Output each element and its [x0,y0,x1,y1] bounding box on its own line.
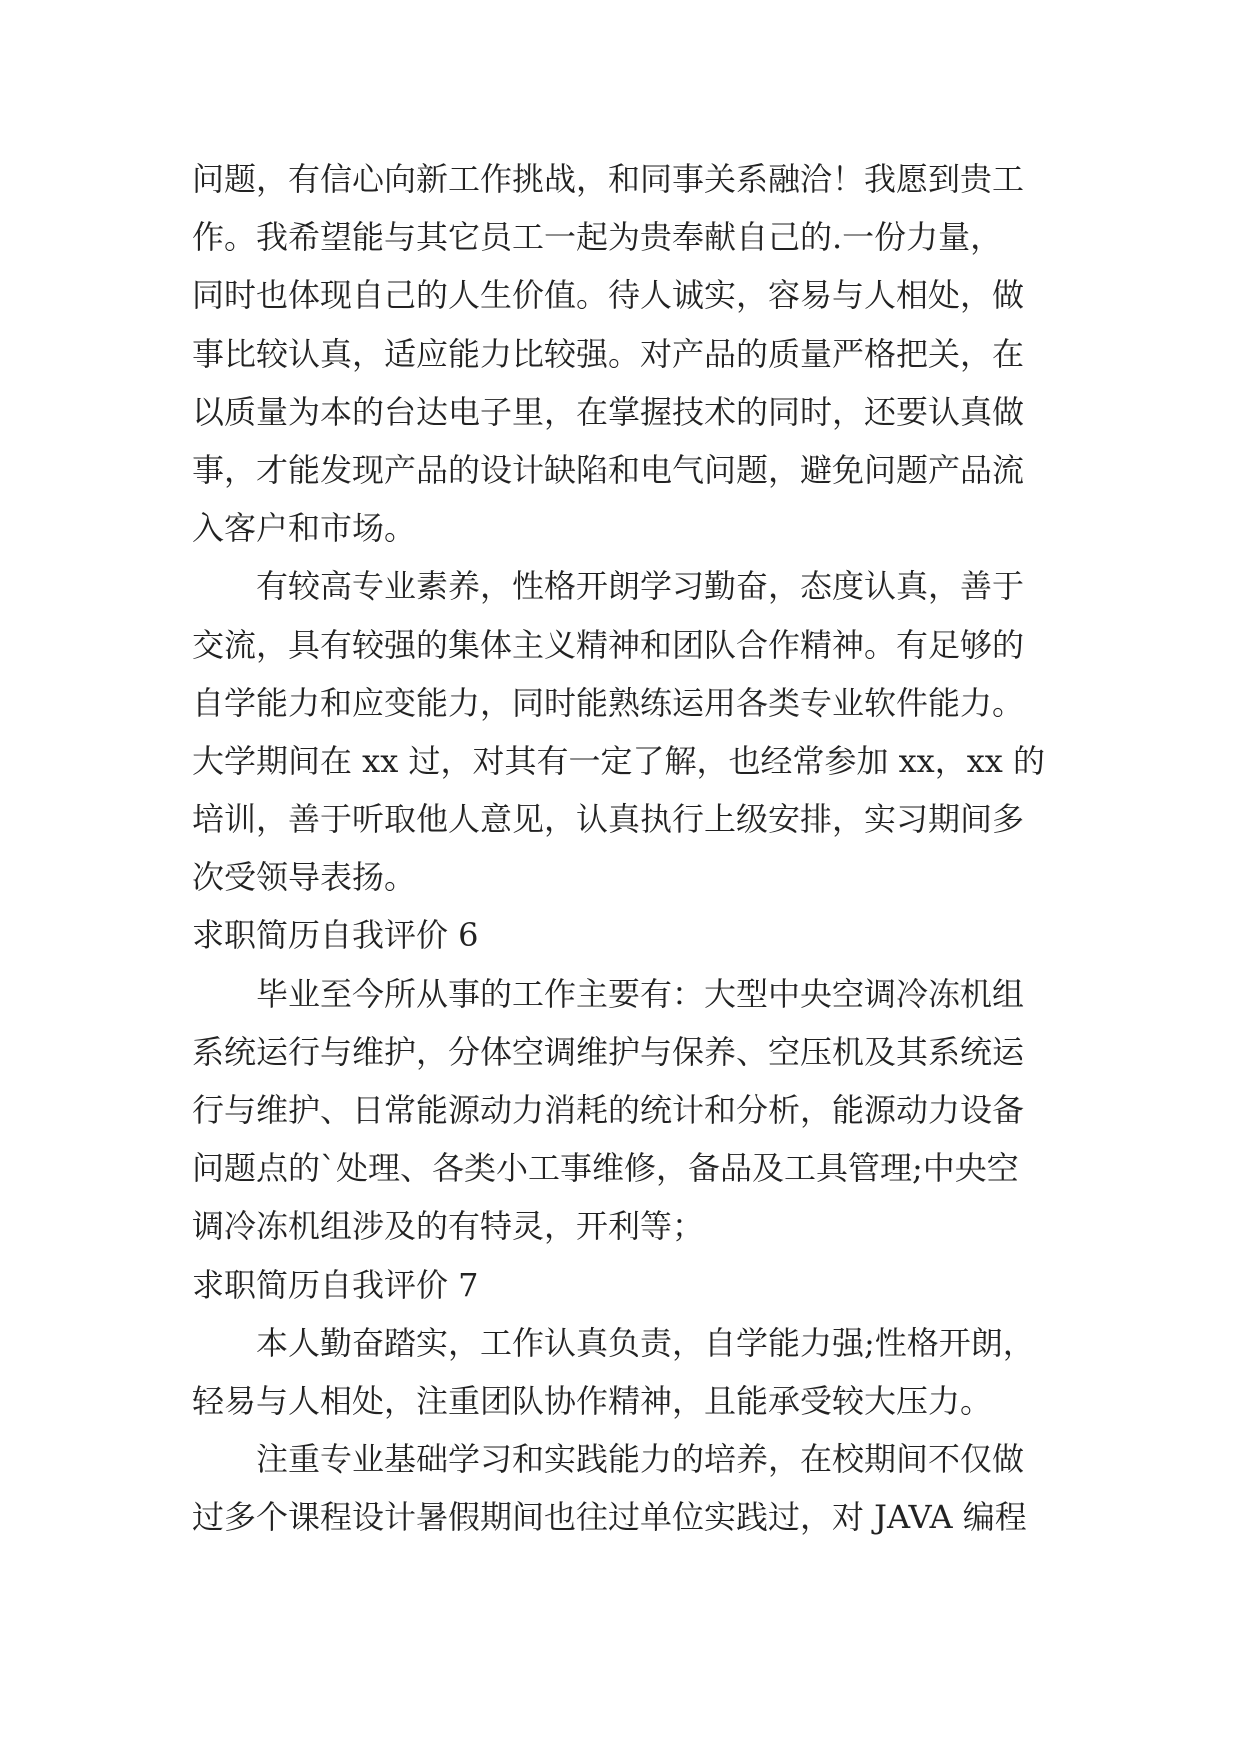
text-line: 问题点的`处理、各类小工事维修，备品及工具管理;中央空 [192,1149,1019,1188]
text-line: 行与维护、日常能源动力消耗的统计和分析，能源动力设备 [192,1091,1025,1129]
document-body [192,150,1062,1547]
text-line: 作。我希望能与其它员工一起为贵奉献自己的.一份力量， [192,218,1003,257]
text-line: 调冷冻机组涉及的有特灵，开利等； [192,1207,705,1246]
text-line: 同时也体现自己的人生价值。待人诚实，容易与人相处，做 [192,276,1025,315]
paragraph-first-line: 毕业至今所从事的工作主要有：大型中央空调冷冻机组 [256,974,1025,1013]
text-line: 问题，有信心向新工作挑战，和同事关系融洽！我愿到贵工 [192,160,1025,198]
paragraph-first-line: 注重专业基础学习和实践能力的培养，在校期间不仅做 [256,1440,1025,1479]
text-line: 事比较认真，适应能力比较强。对产品的质量严格把关，在 [192,334,1025,373]
text-line: 培训，善于听取他人意见，认真执行上级安排，实习期间多 [192,800,1025,839]
text-line: 以质量为本的台达电子里，在掌握技术的同时，还要认真做 [192,392,1025,431]
text-line: 过多个课程设计暑假期间也往过单位实践过，对 JAVA 编程 [192,1498,1027,1537]
paragraph-first-line: 本人勤奋踏实，工作认真负责，自学能力强;性格开朗， [256,1323,1035,1362]
text-line: 事，才能发现产品的设计缺陷和电气问题，避免问题产品流 [192,450,1025,489]
paragraph-first-line: 有较高专业素养，性格开朗学习勤奋，态度认真，善于 [256,567,1025,606]
text-line: 系统运行与维护，分体空调维护与保养、空压机及其系统运 [192,1032,1025,1071]
section-heading: 求职简历自我评价 7 [192,1265,479,1304]
text-line: 交流，具有较强的集体主义精神和团队合作精神。有足够的 [192,625,1025,664]
text-line: 次受领导表扬。 [192,858,417,897]
text-line: 入客户和市场。 [192,509,417,548]
section-heading: 求职简历自我评价 6 [192,916,479,955]
text-line: 轻易与人相处，注重团队协作精神，且能承受较大压力。 [192,1381,993,1420]
text-line: 自学能力和应变能力，同时能熟练运用各类专业软件能力。 [192,683,1025,722]
text-line: 大学期间在 xx 过，对其有一定了解，也经常参加 xx，xx 的 [192,741,1045,780]
